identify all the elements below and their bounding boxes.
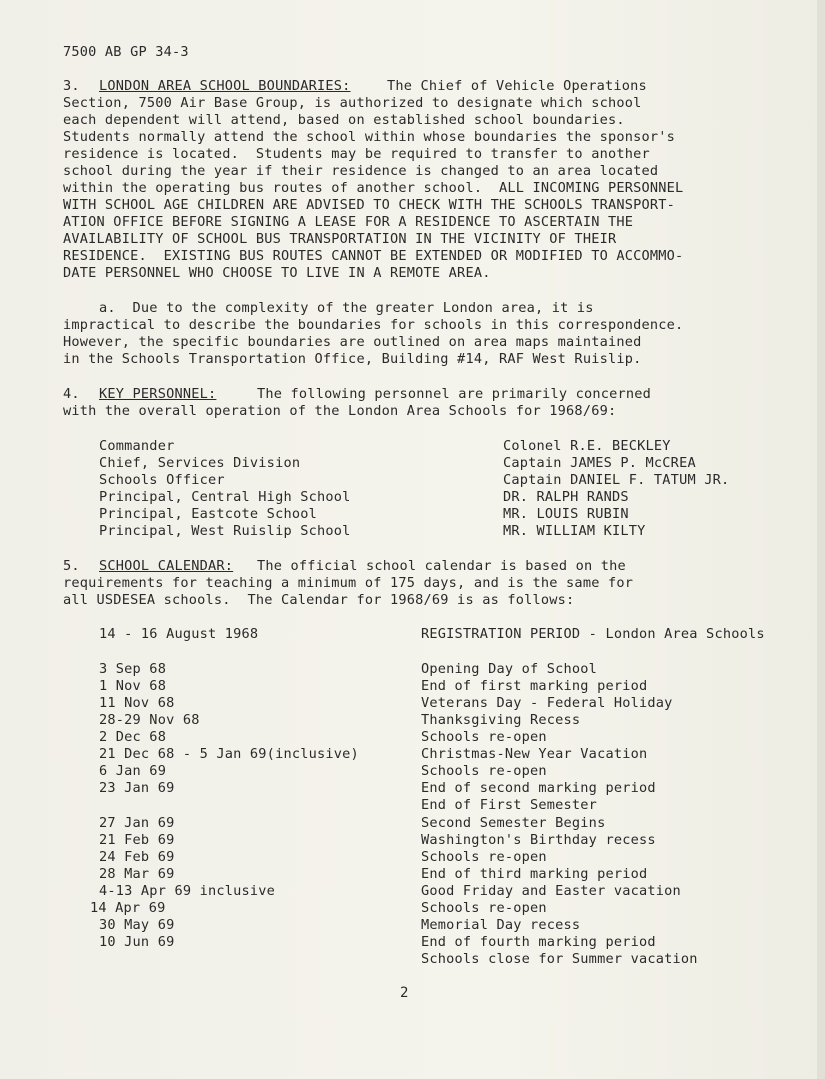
calendar-date: 6 Jan 69 [99, 763, 167, 779]
calendar-event: Schools re-open [421, 900, 547, 916]
section-3-line: WITH SCHOOL AGE CHILDREN ARE ADVISED TO CHECK WITH THE SCHOOLS TRANSPORT- [63, 197, 676, 213]
personnel-role: Chief, Services Division [99, 455, 301, 471]
section-5-line: all USDESEA schools. The Calendar for 1968/69 is as follows: [63, 592, 575, 608]
section-5-line: requirements for teaching a minimum of 175 days, and is the same for [63, 575, 634, 591]
section-5-number: 5. [63, 558, 80, 574]
calendar-date: 10 Jun 69 [99, 934, 175, 950]
section-5-line: The official school calendar is based on the [257, 558, 626, 574]
personnel-name: Captain DANIEL F. TATUM JR. [503, 472, 730, 488]
calendar-date: 14 Apr 69 [90, 900, 166, 916]
section-4-title: KEY PERSONNEL: [99, 386, 217, 402]
section-3-title: LONDON AREA SCHOOL BOUNDARIES: [99, 78, 351, 94]
section-3-line: RESIDENCE. EXISTING BUS ROUTES CANNOT BE EXTENDED OR MODIFIED TO ACCOMMO- [63, 248, 684, 264]
document-reference: 7500 AB GP 34-3 [63, 44, 189, 60]
calendar-event: End of third marking period [421, 866, 648, 882]
section-3-line: AVAILABILITY OF SCHOOL BUS TRANSPORTATION IN THE VICINITY OF THEIR [63, 231, 617, 247]
page-number: 2 [400, 985, 409, 1001]
calendar-date: 3 Sep 68 [99, 661, 167, 677]
page-edge [817, 0, 825, 1079]
personnel-role: Schools Officer [99, 472, 225, 488]
section-4-line: The following personnel are primarily concerned [257, 386, 652, 402]
calendar-event: Washington's Birthday recess [421, 832, 656, 848]
personnel-name: Captain JAMES P. McCREA [503, 455, 696, 471]
personnel-name: Colonel R.E. BECKLEY [503, 438, 671, 454]
calendar-date: 4-13 Apr 69 inclusive [99, 883, 276, 899]
calendar-event: Schools re-open [421, 849, 547, 865]
personnel-name: MR. LOUIS RUBIN [503, 506, 629, 522]
calendar-date: 30 May 69 [99, 917, 175, 933]
calendar-event: Opening Day of School [421, 661, 598, 677]
calendar-event: End of First Semester [421, 797, 598, 813]
personnel-role: Principal, Central High School [99, 489, 351, 505]
calendar-event: Thanksgiving Recess [421, 712, 581, 728]
section-3a-line: a. Due to the complexity of the greater London area, it is [99, 300, 594, 316]
calendar-event: REGISTRATION PERIOD - London Area Schools [421, 626, 765, 642]
section-4-number: 4. [63, 386, 80, 402]
calendar-date: 1 Nov 68 [99, 678, 167, 694]
personnel-name: DR. RALPH RANDS [503, 489, 629, 505]
calendar-date: 28-29 Nov 68 [99, 712, 200, 728]
calendar-event: Good Friday and Easter vacation [421, 883, 681, 899]
calendar-date: 24 Feb 69 [99, 849, 175, 865]
section-3-line: school during the year if their residence is changed to an area located [63, 163, 659, 179]
calendar-event: Veterans Day - Federal Holiday [421, 695, 673, 711]
calendar-event: End of second marking period [421, 780, 656, 796]
calendar-event: Memorial Day recess [421, 917, 581, 933]
calendar-date: 21 Dec 68 - 5 Jan 69(inclusive) [99, 746, 359, 762]
section-3-line: ATION OFFICE BEFORE SIGNING A LEASE FOR A RESIDENCE TO ASCERTAIN THE [63, 214, 634, 230]
section-3-line: within the operating bus routes of another school. ALL INCOMING PERSONNEL [63, 180, 684, 196]
section-3-line: The Chief of Vehicle Operations [387, 78, 647, 94]
section-5-title: SCHOOL CALENDAR: [99, 558, 234, 574]
calendar-date: 14 - 16 August 1968 [99, 626, 259, 642]
section-3-line: residence is located. Students may be required to transfer to another [63, 146, 650, 162]
calendar-event: Schools re-open [421, 763, 547, 779]
section-3-line: Students normally attend the school within whose boundaries the sponsor's [63, 129, 676, 145]
calendar-event: End of fourth marking period [421, 934, 656, 950]
section-3-line: Section, 7500 Air Base Group, is authorized to designate which school [63, 95, 642, 111]
personnel-role: Commander [99, 438, 175, 454]
section-3a-line: impractical to describe the boundaries for schools in this correspondence. [63, 317, 684, 333]
personnel-role: Principal, Eastcote School [99, 506, 317, 522]
calendar-date: 11 Nov 68 [99, 695, 175, 711]
calendar-event: Second Semester Begins [421, 815, 606, 831]
section-4-line: with the overall operation of the London Area Schools for 1968/69: [63, 403, 617, 419]
calendar-date: 27 Jan 69 [99, 815, 175, 831]
calendar-date: 23 Jan 69 [99, 780, 175, 796]
section-3a-line: in the Schools Transportation Office, Building #14, RAF West Ruislip. [63, 351, 642, 367]
section-3-line: each dependent will attend, based on established school boundaries. [63, 112, 625, 128]
calendar-date: 28 Mar 69 [99, 866, 175, 882]
calendar-event: Christmas-New Year Vacation [421, 746, 648, 762]
calendar-date: 2 Dec 68 [99, 729, 167, 745]
section-3-line: DATE PERSONNEL WHO CHOOSE TO LIVE IN A REMOTE AREA. [63, 265, 491, 281]
calendar-event: End of first marking period [421, 678, 648, 694]
calendar-date: 21 Feb 69 [99, 832, 175, 848]
calendar-event: Schools close for Summer vacation [421, 951, 698, 967]
section-3a-line: However, the specific boundaries are outlined on area maps maintained [63, 334, 642, 350]
personnel-role: Principal, West Ruislip School [99, 523, 351, 539]
personnel-name: MR. WILLIAM KILTY [503, 523, 646, 539]
section-3-number: 3. [63, 78, 80, 94]
calendar-event: Schools re-open [421, 729, 547, 745]
